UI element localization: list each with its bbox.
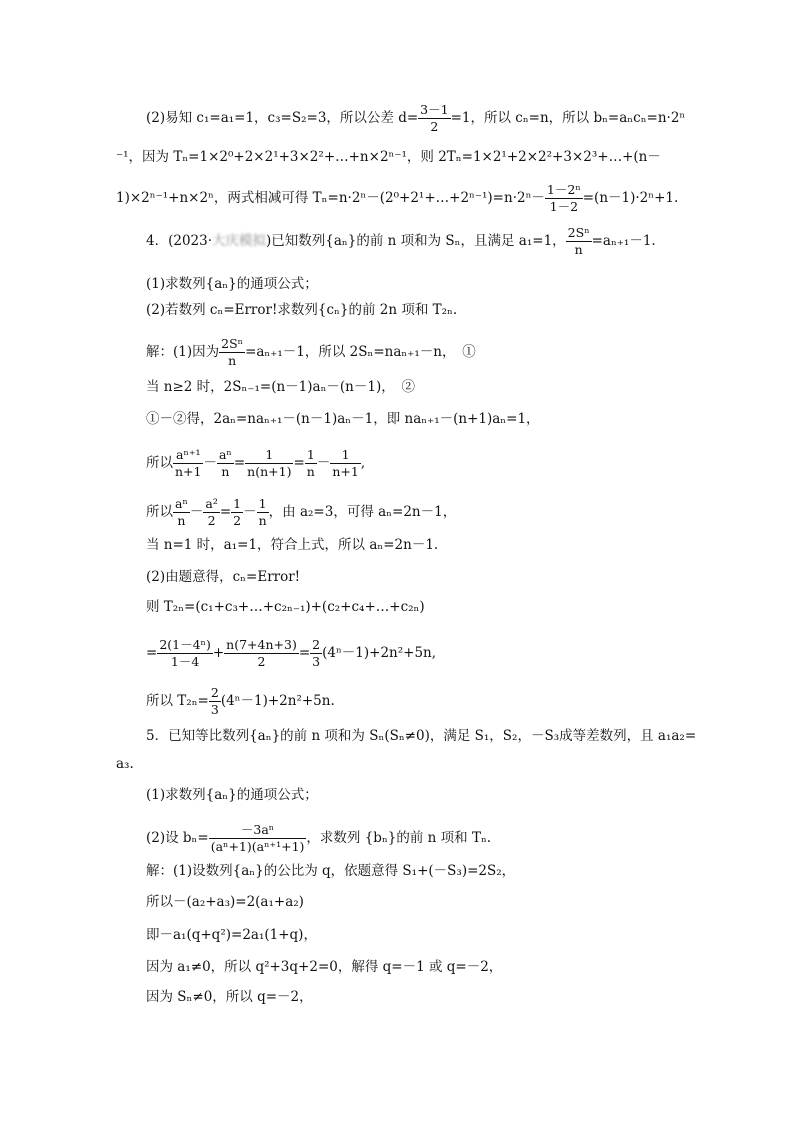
text: ，求数列 {bₙ}的前 n 项和 Tₙ.: [306, 830, 492, 846]
text: =: [219, 504, 232, 520]
numerator: aⁿ: [175, 496, 188, 511]
fraction: [157, 638, 213, 669]
numerator: 1: [330, 448, 360, 464]
text: 所以－(a₂+a₃)=2(a₁+a₂): [146, 894, 304, 910]
text: 所以: [146, 455, 173, 471]
denominator: 2: [233, 513, 242, 528]
fraction: [173, 497, 190, 528]
solution-4-line5: [146, 497, 456, 528]
denominator: n(n+1): [247, 464, 292, 479]
fraction: [245, 448, 293, 479]
denominator: n: [306, 464, 315, 479]
solution-4-line2: [146, 378, 415, 396]
text: 4．(2023·: [146, 233, 213, 249]
text: 解：(1)设数列{aₙ}的公比为 q，依题意得 S₁+(－S₃)=2S₂，: [146, 863, 516, 879]
solution-4-line7: [146, 568, 300, 586]
numerator: 2: [210, 685, 219, 700]
text: +: [212, 645, 225, 661]
denominator: 2: [257, 654, 266, 669]
solution-5-line3: [146, 926, 317, 944]
denominator: 3: [210, 702, 219, 717]
text: 5．已知等比数列{aₙ}的前 n 项和为 Sₙ(Sₙ≠0)，满足 S₁，S₂，－S₃成等差数列，且 a₁a₂=: [146, 728, 697, 744]
text: (1)求数列{aₙ}的通项公式；: [146, 276, 318, 292]
denominator: 1－2: [549, 199, 579, 214]
fraction: [330, 448, 360, 479]
fraction: [310, 638, 322, 669]
denominator: n+1: [332, 464, 359, 479]
text: 解：(1)因为: [146, 344, 220, 360]
denominator: n: [228, 353, 237, 368]
numerator: 2Sⁿ: [221, 336, 244, 351]
text: 因为 a₁≠0，所以 q²+3q+2=0，解得 q=－1 或 q=－2，: [146, 959, 503, 975]
text: －: [189, 504, 204, 520]
fraction: [231, 497, 243, 528]
numerator: －3aⁿ: [209, 823, 307, 839]
text: 即－a₁(q+q²)=2a₁(1+q)，: [146, 927, 317, 943]
fraction: [224, 638, 299, 669]
text: =1，所以 cₙ=n，所以 bₙ=aₙcₙ=n·2ⁿ: [450, 110, 686, 126]
denominator: n: [177, 513, 186, 528]
text: =: [146, 645, 158, 661]
solution-4-line1: [146, 337, 476, 368]
text: (2)易知 c₁=a₁=1，c₃=S₂=3，所以公差 d=: [146, 110, 419, 126]
text: 所以: [146, 504, 173, 520]
question-4-part2: [146, 301, 457, 319]
numerator: 2(1－4ⁿ): [159, 637, 211, 652]
fraction: [203, 497, 219, 528]
numerator: 1－2ⁿ: [546, 182, 581, 197]
text: ，由 a₂=3，可得 aₙ=2n－1，: [268, 504, 457, 520]
text: a₃.: [116, 756, 134, 772]
source-label: 大庆模拟: [212, 233, 267, 249]
question-4-part1: [146, 275, 318, 293]
fraction: [305, 448, 317, 479]
solution-part2-line1: [146, 103, 685, 134]
text: =: [298, 645, 311, 661]
question-5-stem-line1: [146, 727, 696, 745]
fraction: [545, 183, 583, 214]
denominator: n: [258, 513, 267, 528]
question-4-stem: [146, 226, 656, 257]
solution-part2-line2: [116, 148, 661, 166]
solution-5-line2: [146, 893, 304, 911]
numerator: aⁿ⁺¹: [173, 448, 203, 464]
text: ①－②得，2aₙ=naₙ₊₁－(n－1)aₙ－1，即 naₙ₊₁－(n+1)aₙ=1，: [146, 411, 540, 427]
numerator: 1: [305, 448, 317, 464]
text: 则 T₂ₙ=(c₁+c₃+…+c₂ₙ₋₁)+(c₂+c₄+…+c₂ₙ): [146, 599, 425, 615]
text: 当 n≥2 时，2Sₙ₋₁=(n－1)aₙ－(n－1)， ②: [146, 379, 415, 395]
solution-4-line3: [146, 410, 540, 428]
numerator: aⁿ: [218, 447, 232, 462]
text: =aₙ₊₁－1.: [591, 233, 656, 249]
text: 1)×2ⁿ⁻¹+n×2ⁿ，两式相减可得 Tₙ=n·2ⁿ－(2⁰+2¹+…+2ⁿ⁻¹)=n·2ⁿ－: [116, 190, 545, 206]
denominator: n: [574, 242, 583, 257]
numerator: 1: [257, 497, 269, 513]
text: 因为 Sₙ≠0，所以 q=－2，: [146, 989, 313, 1005]
text: 当 n=1 时，a₁=1，符合上式，所以 aₙ=2n－1.: [146, 537, 439, 553]
question-5-stem-line2: [116, 755, 134, 773]
denominator: n+1: [175, 464, 202, 479]
text: ⁻¹，因为 Tₙ=1×2⁰+2×2¹+3×2²+…+n×2ⁿ⁻¹，则 2Tₙ=1×2¹+2×2²+3×2³+…+(n－: [116, 149, 661, 165]
solution-4-line10: [146, 686, 335, 717]
text: )已知数列{aₙ}的前 n 项和为 Sₙ，且满足 a₁=1，: [266, 233, 566, 249]
text: －: [243, 504, 257, 520]
text: －: [316, 455, 331, 471]
solution-part2-line3: [116, 183, 678, 214]
question-5-part2: [146, 823, 491, 854]
fraction: [173, 448, 203, 479]
solution-5-line1: [146, 862, 515, 880]
text: =: [293, 455, 305, 471]
fraction: [209, 686, 221, 717]
solution-5-line5: [146, 988, 313, 1006]
solution-4-line8: [146, 598, 425, 616]
numerator: 1: [245, 448, 293, 464]
text: (2)由题意得，cₙ=Error!: [146, 569, 301, 585]
numerator: 2: [312, 637, 321, 652]
numerator: n(7+4n+3): [226, 637, 297, 652]
text: (2)设 bₙ=: [146, 830, 209, 846]
numerator: 3－1: [420, 102, 449, 117]
denominator: 1－4: [170, 654, 200, 669]
solution-4-line9: [146, 638, 436, 669]
denominator: (aⁿ+1)(aⁿ⁺¹+1): [210, 839, 305, 854]
denominator: 2: [207, 513, 216, 528]
text: ,: [360, 455, 366, 471]
solution-4-line6: [146, 536, 438, 554]
text: －: [203, 455, 217, 471]
fraction: [418, 103, 450, 134]
numerator: a²: [205, 496, 218, 511]
denominator: 2: [430, 119, 439, 134]
solution-4-line4: [146, 448, 365, 479]
text: =(n－1)·2ⁿ+1.: [582, 190, 679, 206]
text: =: [233, 455, 246, 471]
fraction: [219, 337, 245, 368]
text: (4ⁿ－1)+2n²+5n.: [220, 693, 335, 709]
text: (2)若数列 cₙ=Error!求数列{cₙ}的前 2n 项和 T₂ₙ.: [146, 302, 458, 318]
denominator: n: [221, 464, 230, 479]
text: =aₙ₊₁－1，所以 2Sₙ=naₙ₊₁－n， ①: [245, 344, 476, 360]
text: (4ⁿ－1)+2n²+5n,: [322, 645, 437, 661]
fraction: [257, 497, 269, 528]
fraction: [566, 226, 592, 257]
denominator: 3: [312, 654, 321, 669]
numerator: 1: [233, 496, 242, 511]
text: 所以 T₂ₙ=: [146, 693, 209, 709]
numerator: 2Sⁿ: [567, 225, 590, 240]
fraction: [209, 823, 307, 854]
question-5-part1: [146, 786, 318, 804]
solution-5-line4: [146, 958, 502, 976]
text: (1)求数列{aₙ}的通项公式；: [146, 787, 318, 803]
fraction: [217, 448, 234, 479]
